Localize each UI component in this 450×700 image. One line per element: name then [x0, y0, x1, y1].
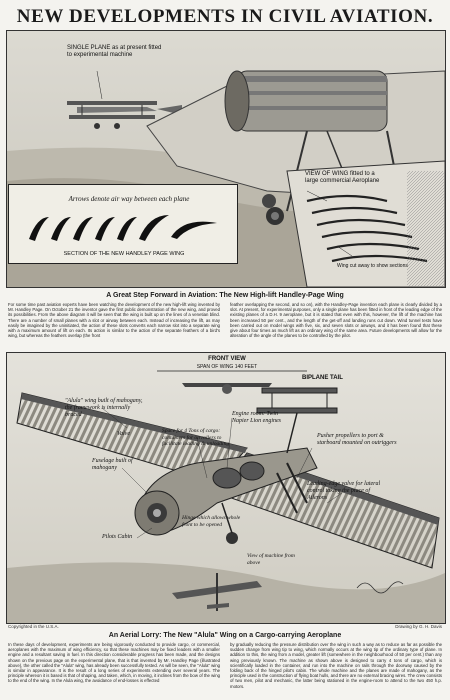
- front-view-span: SPAN OF WING 140 FEET: [196, 364, 258, 370]
- label-hinge: Hinge which allows whole front to be opened: [182, 515, 241, 528]
- front-view-title: FRONT VIEW: [208, 356, 246, 362]
- label-engine-room: Engine room: Twin Napier Lion engines: [232, 411, 281, 424]
- wing-section-profile-drawing: [9, 209, 237, 249]
- label-fuselage: Fuselage built of mahogany: [92, 458, 133, 471]
- label-valve: Valve: [117, 431, 130, 437]
- label-single-plane: SINGLE PLANE as at present fitted to experimental machine: [67, 45, 162, 58]
- bottom-illustration-panel: [6, 352, 446, 624]
- section2-col-left: In these days of development, experiments are being vigorously conducted to provide cargo, or commercial, aeroplanes with the maximum of wing efficiency, so that these machines may be fixed leaders with a smaller engine and a resultant saving in fuel. In this direction considerable progress has been made, and the designs shown on the previous page on the experimental plane, that is that invented by Mr. Handley Page (illustrated above), the other called the "Alula" wing, has already been successfully tested. As will be seen, the "Alula" wing is similar in appearance. It is the result of a long series of experiments extending over several years. The principle whereon it is based is that of shaping, and taken, which, in moving, it inclines from the bow of the wing to the end of the wing. In the Alula wing, the avoidance of end-losses is effected: [8, 642, 220, 684]
- label-pilots-cabin: Pilots Cabin: [102, 534, 133, 540]
- section2-subhead: An Aerial Lorry: The New "Alula" Wing on a Cargo-carrying Aeroplane: [108, 632, 342, 639]
- label-pusher-propellers: Pusher propellers to port & starboard mounted on outriggers: [317, 433, 397, 446]
- label-biplane-tail: BIPLANE TAIL: [302, 375, 343, 381]
- label-view-from-above: View of machine from above: [247, 553, 295, 566]
- page-headline: NEW DEVELOPMENTS IN CIVIL AVIATION.: [16, 6, 434, 27]
- label-space-cargo: Space for 4 Tons of cargo: containers for on rollers to facilitate loading & unloading: [162, 428, 230, 447]
- section1-col-right: feather overlapping the second, and so on), with the Handley-Page invention each plane is clearly divided by a slot. At present, for experimental purposes, only a single plane has been fitted in front of the leading edge of the existing planes of a D.H. 9 aeroplane, but it is stated that even with this, however, the lift of the machine has been increased 50 per cent., and the length of the get-off and landing runs cut down. Wind tunnel tests have been carried out on model wings with five, six, and seven slots or airways, and it has been found that these give about four times as much lift as an ordinary wing of the same area. Future developments will allow for the alteration of the angle of the planes to be controlled by the pilot.: [230, 302, 442, 339]
- label-view-of-wing: VIEW OF WING fitted to a large commercial Aeroplane: [305, 171, 380, 184]
- drawing-credit: Drawing by G. H. Davis: [395, 624, 442, 629]
- wing-section-diagram: [8, 184, 238, 264]
- section1-col-left: For some time past aviation experts have been watching the development of the new high-lift wing invented by Mr. Handley Page. On October 21 the inventor gave the first public demonstration of the new wing, and proved its possibilities. From the above diagram it will be seen that the wing is built up on the lines of a venetian blind. There are a number of small planes with a slot or airway between each. Instead of increasing the lift, as may easily be imagined by the uninitiated, the action of these slots converts each narrow slot into a separate wing with a maximum amount of lift on each. Its action is similar to the action of the separate feathers of a bird's wing, but whereas the feathers overlap (the front: [8, 302, 220, 339]
- label-leading-edge-valve: Leading-edge valve for lateral control taking the place of Ailerons: [307, 481, 381, 501]
- label-alula-wing: "Alula" wing built of mahogany, the framework is internally braced: [65, 398, 143, 418]
- section2-col-right: by gradually reducing the pressure distribution over the wing in such a way as to reduce as far as possible the sudden change from wing tip to wing, which normally occurs at the wing tip of the ordinary type of plane. In addition to this, the wing from a model, greater lift (somewhere in the neighbourhood of 50 per cent.) than any wing previously known. The machine as shown above is designed to carry 4 tons of cargo, which is scientifically loaded in the container, and run into the machine on rails through the doorway caused by the folding back of the hinged pilot's cabin. The whole machine and the planes are made of mahogany, as the principle used in the construction of flying boat hulls, and there are no external bracing wires. The crew consists of two men, pilot and mechanic, the latter being stationed in the engine-room to attend to the two 450 h.p. motors.: [230, 642, 442, 689]
- copyright-note: Copyrighted in the U.S.A.: [8, 624, 59, 629]
- label-wing-cut-away: Wing cut away to show sections: [337, 263, 408, 269]
- caption-section: SECTION OF THE NEW HANDLEY PAGE WING: [63, 251, 185, 257]
- caption-arrows: Arrows denote air way between each plane: [68, 195, 190, 203]
- section1-subhead: A Great Step Forward in Aviation: The New High-lift Handley-Page Wing: [106, 292, 344, 299]
